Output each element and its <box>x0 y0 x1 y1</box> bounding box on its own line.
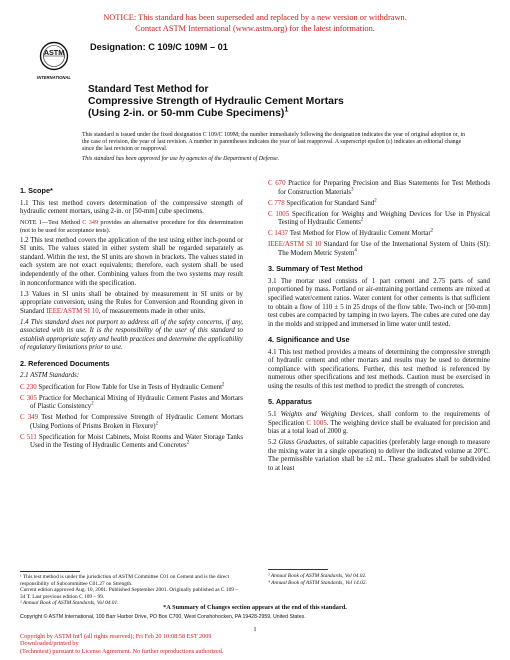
footnotes-left <box>20 574 243 607</box>
title-line-2: Compressive Strength of Hydraulic Cement Mortars <box>88 96 344 107</box>
link-c1005[interactable]: C 1005 <box>306 419 327 427</box>
page-number: 1 <box>253 626 257 633</box>
designation: Designation: C 109/C 109M – 01 <box>90 42 228 52</box>
para-1-2: 1.2 This test method covers the application of the test using either inch-pound or SI units. The values stated in either system shall be regarded separately as standard. Within the text, the SI units are shown in brackets. The values stated in each system are not exact equivalents; therefore, each system shall be used independently of the other. Combining values from the two systems may result in nonconformance with the specification. <box>20 236 243 287</box>
para-4-1: 4.1 This test method provides a means of determining the compressive strength of hydraulic cement and other mortars and results may be used to determine compliance with specifications. Further, this test method is referenced by numerous other specifications and test methods. Caution must be exercised in using the results of this test method to predict the strength of concretes. <box>268 348 490 390</box>
reference-link[interactable]: C 778 <box>268 199 285 207</box>
notice-line-2: Contact ASTM International (www.astm.org) for the latest information. <box>135 24 375 33</box>
reference-item: C 230 Specification for Flow Table for Use in Tests of Hydraulic Cement$^2$ <box>20 382 225 391</box>
astm-standards-subheading: 2.1 ASTM Standards: <box>20 372 80 380</box>
reference-link[interactable]: C 305 <box>20 394 37 402</box>
reference-item: C 305 Practice for Mechanical Mixing of Hydraulic Cement Pastes and Mortars of Plastic Consistency$^2$ <box>20 394 243 411</box>
document-title <box>88 84 428 120</box>
notice-line-1: NOTICE: This standard has been superseded and replaced by a new version or withdrawn. <box>103 13 407 22</box>
reference-link[interactable]: IEEE/ASTM SI 10 <box>268 241 322 249</box>
title-footnote-mark: 1 <box>284 104 289 114</box>
footnote-rule-right <box>268 569 328 570</box>
footnote: ¹ This test method is under the jurisdiction of ASTM Committee C01 on Cement and is the direct responsibility of Subcommittee C01.27 on Strength. <box>20 574 230 587</box>
link-c349[interactable]: C 349 <box>82 219 99 227</box>
standard-notes <box>82 132 467 166</box>
para-1-1: 1.1 This test method covers determination of the compressive strength of hydraulic cement mortars, using 2-in. or [50-mm] cube specimens. <box>20 199 243 216</box>
reference-item: IEEE/ASTM SI 10 Standard for Use of the International System of Units (SI): The Modern Metric System$^4$ <box>268 241 490 257</box>
reference-item: C 778 Specification for Standard Sand$^2$ <box>268 198 377 207</box>
reference-item: C 511 Specification for Moist Cabinets, Moist Rooms and Water Storage Tanks Used in the Testing of Hydraulic Cements and Concretes$^2$ <box>20 433 244 450</box>
summary-of-changes-note: *A Summary of Changes section appears at the end of this standard. <box>163 604 347 611</box>
designation-note: This standard is issued under the fixed designation C 109/C 109M; the number immediately following the designation indicates the year of original adoption or, in the case of revision, the year of last revision. A number in parentheses indicates the year of last reapproval. A superscript epsilon (ε) indicates an editorial change since the last revision or reapproval. <box>82 132 466 153</box>
footnote: Current edition approved Aug. 10, 2001. Published September 2001. Originally published as C 109 – 34 T. Last previous edition C 109 – 99. <box>20 587 238 600</box>
reference-link[interactable]: C 349 <box>20 414 39 422</box>
reference-link[interactable]: C 511 <box>20 433 37 441</box>
reference-item: C 670 Practice for Preparing Precision and Bias Statements for Test Methods for Construction Materials$^3$ <box>268 180 490 196</box>
license-footer <box>20 633 223 655</box>
license-line-3: (Technotest) pursuant to License Agreement. No further reproductions authorized. <box>20 647 224 655</box>
footnotes-right <box>268 573 490 586</box>
note-1: NOTE 1—Test Method C 349 provides an alternative procedure for this determination (not to be used for acceptance tests). <box>20 219 244 234</box>
para-5-1: 5.1 Weights and Weighing Devices, shall conform to the requirements of Specification C 1005. The weighing device shall be evaluated for precision and bias at a total load of 2000 g. <box>268 411 491 436</box>
footnote-rule-left <box>20 571 80 572</box>
dod-note: This standard has been approved for use by agencies of the Department of Defense. <box>82 156 280 163</box>
left-column <box>20 180 243 453</box>
link-si10[interactable]: IEEE/ASTM SI 10 <box>46 307 99 315</box>
title-line-1: Standard Test Method for <box>88 84 209 95</box>
reference-link[interactable]: C 230 <box>20 383 37 391</box>
referenced-documents-heading: 2. Referenced Documents <box>20 358 110 368</box>
right-column <box>268 180 490 476</box>
reference-list-left <box>20 384 243 451</box>
significance-heading: 4. Significance and Use <box>268 335 350 345</box>
footnote: ³ Annual Book of ASTM Standards, Vol 04.02. <box>268 573 367 579</box>
logo-subtext: INTERNATIONAL <box>37 75 71 80</box>
license-line-2: Downloaded/printed by <box>20 640 79 648</box>
title-line-3: (Using 2-in. or 50-mm Cube Specimens) <box>88 108 285 120</box>
para-1-3: 1.3 Values in SI units shall be obtained by measurement in SI units or by appropriate conversion, using the Rules for Conversion and Rounding given in Standard IEEE/ASTM SI 10, of measurements made in other units. <box>20 290 243 315</box>
apparatus-heading: 5. Apparatus <box>268 397 312 407</box>
reference-link[interactable]: C 1437 <box>268 230 289 238</box>
astm-logo <box>36 39 76 85</box>
footnote: ⁴ Annual Book of ASTM Standards, Vol 14.02. <box>268 579 367 586</box>
supersede-notice <box>0 12 510 34</box>
reference-item: C 1005 Specification for Weights and Weighing Devices for Use in Physical Testing of Hydraulic Cements$^2$ <box>268 210 490 227</box>
logo-text: ASTM <box>43 48 65 57</box>
para-5-2: 5.2 Glass Graduates, of suitable capacities (preferably large enough to measure the mixing water in a single operation) to deliver the indicated volume at 20°C. The permissible variation shall be ±2 mL. These graduates shall be subdivided to at least <box>268 439 490 472</box>
license-line-1: Copyright by ASTM Int'l (all rights reserved); Fri Feb 20 10:08:58 EST 2009 <box>20 633 212 640</box>
reference-item: C 349 Test Method for Compressive Strength of Hydraulic Cement Mortars (Using Portions of Prisms Broken in Flexure)$^2$ <box>20 414 243 430</box>
para-3-1: 3.1 The mortar used consists of 1 part cement and 2.75 parts of sand proportioned by mass. Portland or air-entraining portland cements are mixed at specified water/cement ratios. Water content for other cements is that sufficient to obtain a flow of 110 ± 5 in 25 drops of the flow table. Two-inch or [50-mm] test cubes are compacted by tamping in two layers. The cubes are cured one day in the molds and stripped and immersed in lime water until tested. <box>268 277 490 328</box>
para-1-4: 1.4 This standard does not purport to address all of the safety concerns, if any, associated with its use. It is the responsibility of the user of this standard to establish appropriate safety and health practices and determine the applicability of regulatory limitations prior to use. <box>20 318 243 352</box>
reference-item: C 1437 Test Method for Flow of Hydraulic Cement Mortar$^2$ <box>268 228 434 238</box>
reference-link[interactable]: C 670 <box>268 180 286 187</box>
scope-heading: 1. Scope* <box>20 186 53 195</box>
summary-heading: 3. Summary of Test Method <box>268 264 363 274</box>
copyright-line: Copyright © ASTM International, 100 Barr Harbor Drive, PO Box C700, West Conshohocken, PA 19428-2959, United States. <box>20 614 306 620</box>
reference-list-right <box>268 180 490 258</box>
footnote: ² Annual Book of ASTM Standards, Vol 04.01. <box>20 600 119 607</box>
reference-link[interactable]: C 1005 <box>268 210 290 218</box>
